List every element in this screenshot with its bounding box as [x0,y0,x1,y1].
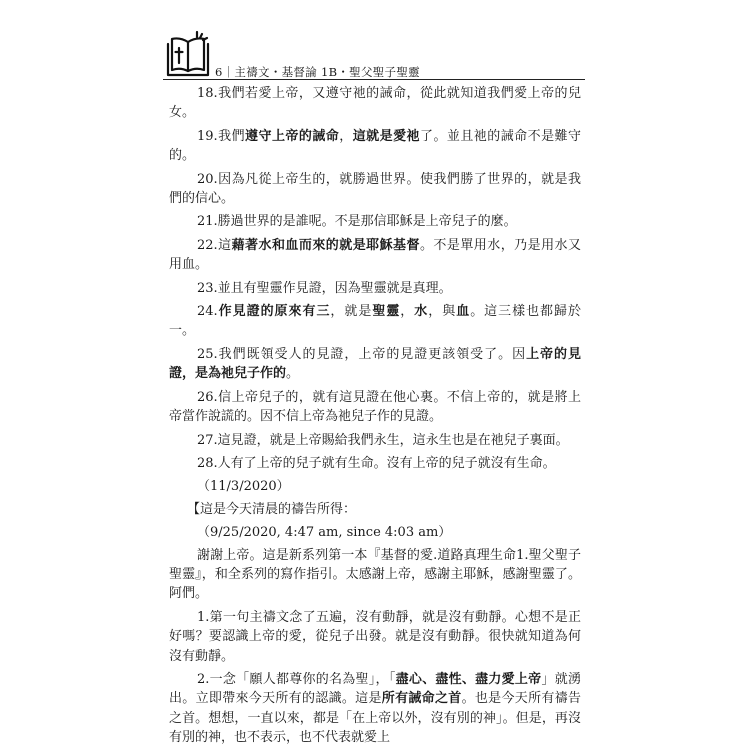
text-run: 19.我們 [197,128,246,144]
verse [169,388,581,427]
emphasized-text: 藉著水和血而來的就是耶穌基督 [231,237,420,253]
emphasized-text: 這就是愛祂 [352,128,420,144]
text-run: 」就湧出。立即帶來今天所有的認識。這是 [169,671,581,707]
emphasized-text: 作見證的原來有三 [217,304,331,320]
verse [169,127,581,166]
text-run: 23.並且有聖靈作見證，因為聖靈就是真理。 [197,280,452,296]
page-body [169,84,581,752]
emphasized-text: 盡心、盡性、盡力愛上帝 [395,671,542,687]
text-run: 1.第一句主禱文念了五遍，沒有動靜，就是沒有動靜。心想不是正好嗎？要認識上帝的愛，從兒子出發。就是沒有動靜。很快就知道為何沒有動靜。 [169,609,581,664]
paragraph-list [169,546,581,748]
verse [169,170,581,209]
text-run: 22.這 [197,237,232,253]
verse [169,431,581,450]
text-run: 。不是單用水，乃是用水又用血。 [169,237,581,273]
emphasized-text: 所有誡命之首 [381,691,462,707]
paragraph [169,546,581,604]
text-run: 28.人有了上帝的兒子就有生命。沒有上帝的兒子就沒有生命。 [197,455,556,471]
emphasized-text: 聖靈 [372,304,401,320]
verse [169,84,581,123]
text-run: 27.這見證，就是上帝賜給我們永生，這永生也是在祂兒子裏面。 [197,432,569,448]
header-rule [163,79,585,80]
time-line: （9/25/2020, 4:47 am, since 4:03 am） [197,525,452,541]
text-run: 25.我們既領受人的見證，上帝的見證更該領受了。因 [197,346,527,362]
open-book-with-cross-icon [163,30,213,80]
verse [169,454,581,473]
emphasized-text: 血 [456,304,471,320]
emphasized-text: 遵守上帝的誡命 [245,128,340,144]
verse [169,236,581,275]
verse-list [169,84,581,473]
running-head: 6｜主禱文・基督論 1B・聖父聖子聖靈 [215,65,420,79]
emphasized-text: 上帝的見證，是為祂兒子作的 [169,346,581,382]
verse [169,212,581,231]
text-run: 2.一念「願人都尊你的名為聖」，「 [197,671,396,687]
verse [169,345,581,384]
text-run: ，與 [428,304,457,320]
text-run: 24. [197,304,218,320]
text-run: 20.因為凡從上帝生的，就勝過世界。使我們勝了世界的，就是我們的信心。 [169,171,581,207]
text-run: 了。並且祂的誡命不是難守的。 [169,128,581,164]
emphasized-text: 水 [414,304,429,320]
date-line: （11/3/2020） [197,479,290,495]
prayer-header: 【這是今天清晨的禱告所得： [187,501,357,517]
text-run: 。也是今天所有禱告之首。想想，一直以來，都是「在上帝以外，沒有別的神」。但是，再沒有別的神，也不表示，也不代表就愛上 [169,691,581,746]
text-run: 26.信上帝兒子的，就有這見證在他心裏。不信上帝的，就是將上帝當作說謊的。因不信上帝為祂兒子作的見證。 [169,389,581,425]
text-run: ，就是 [330,304,373,320]
verse [169,279,581,298]
text-run: ， [339,128,353,144]
paragraph [169,608,581,666]
verse [169,302,581,341]
text-run: 。 [286,366,300,382]
text-run: 18.我們若愛上帝，又遵守祂的誡命，從此就知道我們愛上帝的兒女。 [169,86,581,121]
text-run: 21.勝過世界的是誰呢。不是那信耶穌是上帝兒子的麼。 [197,214,517,230]
text-run: ， [400,304,415,320]
text-run: 謝謝上帝。這是新系列第一本『基督的愛.道路真理生命1.聖父聖子聖靈』，和全系列的寫作指引。太感謝上帝，感謝主耶穌，感謝聖靈了。阿們。 [169,547,581,602]
text-run: 。這三樣也都歸於一。 [169,304,581,339]
paragraph [169,670,581,748]
